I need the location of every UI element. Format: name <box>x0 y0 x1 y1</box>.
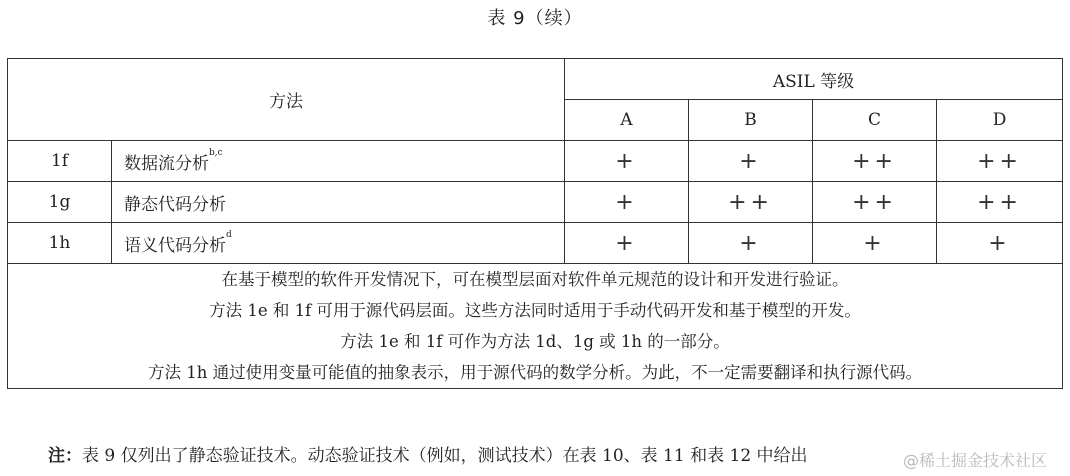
method-id: 1f <box>8 141 112 182</box>
footnote-ref: b,c <box>209 147 223 158</box>
method-name: 数据流分析$^{b,c}$ <box>112 141 565 182</box>
footnote-ref: d <box>226 229 232 240</box>
footnote-text: 方法 1e 和 1f 可作为方法 1d、1g 或 1h 的一部分。 <box>340 332 730 351</box>
table-row <box>8 141 1063 182</box>
asil-level-c: C <box>813 100 937 141</box>
rating-a: + <box>565 182 689 223</box>
asil-header: ASIL 等级 <box>565 59 1063 100</box>
footnotes-cell <box>8 264 1063 389</box>
footnote <box>8 326 1062 357</box>
rating-d: ++ <box>937 182 1063 223</box>
rating-b: + <box>689 223 813 264</box>
rating-a: + <box>565 141 689 182</box>
method-id: 1h <box>8 223 112 264</box>
watermark: @稀土掘金技术社区 <box>903 451 1048 470</box>
rating-d: + <box>937 223 1063 264</box>
table-caption: 表 9（续） <box>487 8 583 29</box>
rating-a: + <box>565 223 689 264</box>
asil-methods-table <box>7 58 1063 389</box>
asil-level-a: A <box>565 100 689 141</box>
asil-level-d: D <box>937 100 1063 141</box>
table-row <box>8 182 1063 223</box>
footnote-text: 方法 1e 和 1f 可用于源代码层面。这些方法同时适用于手动代码开发和基于模型的开发。 <box>209 301 861 320</box>
note-label: 注： <box>48 446 82 466</box>
method-name: 静态代码分析 <box>112 182 565 223</box>
method-id: 1g <box>8 182 112 223</box>
rating-b: ++ <box>689 182 813 223</box>
rating-c: ++ <box>813 182 937 223</box>
note-text: 表 9 仅列出了静态验证技术。动态验证技术（例如，测试技术）在表 10、表 11 和表 12 中给出 <box>82 446 808 466</box>
rating-d: ++ <box>937 141 1063 182</box>
footnote <box>8 357 1062 388</box>
rating-c: ++ <box>813 141 937 182</box>
header-row-1 <box>8 59 1063 100</box>
footnote <box>8 295 1062 326</box>
table-note <box>48 441 808 466</box>
footnote-text: 方法 1h 通过使用变量可能值的抽象表示，用于源代码的数学分析。为此，不一定需要翻译和执行源代码。 <box>147 363 923 382</box>
method-name: 语义代码分析$^d$ <box>112 223 565 264</box>
rating-b: + <box>689 141 813 182</box>
rating-c: + <box>813 223 937 264</box>
method-header: 方法 <box>8 59 565 141</box>
footnotes-row <box>8 264 1063 389</box>
footnote <box>8 264 1062 295</box>
footnote-text: 在基于模型的软件开发情况下，可在模型层面对软件单元规范的设计和开发进行验证。 <box>221 270 849 289</box>
asil-level-b: B <box>689 100 813 141</box>
table-row <box>8 223 1063 264</box>
